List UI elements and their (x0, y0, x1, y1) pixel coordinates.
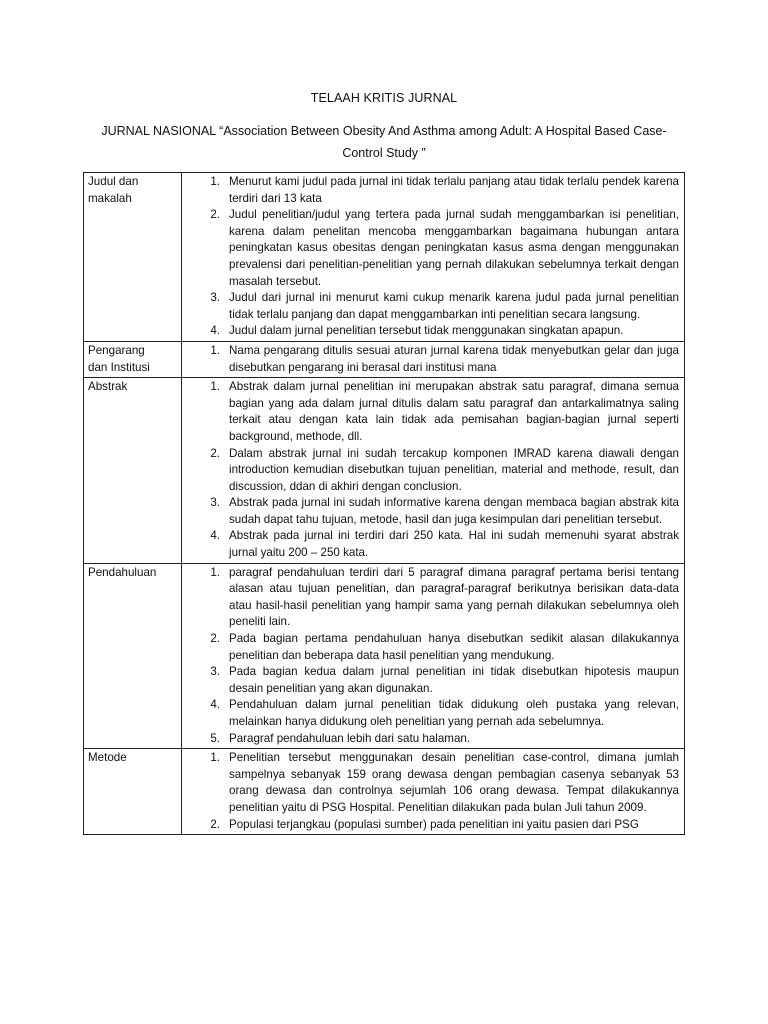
list-item-number: 2. (210, 208, 220, 222)
list-item-number: 4. (210, 529, 220, 543)
section-content-cell (182, 749, 685, 835)
table-row (84, 341, 685, 377)
list-item-text: Judul dari jurnal ini menurut kami cukup menarik karena judul pada jurnal penelitian tidak terlalu panjang dan dapat menggambarkan inti penelitian secara langsung. (229, 291, 679, 321)
table-row (84, 378, 685, 564)
section-label-cell (84, 378, 182, 564)
list-item-text: Pada bagian kedua dalam jurnal penelitian ini tidak disebutkan hipotesis maupun desain penelitian yang akan digunakan. (229, 665, 679, 695)
list-item-text: Pada bagian pertama pendahuluan hanya disebutkan sedikit alasan dilakukannya penelitian dan beberapa data hasil penelitian yang mendukung. (229, 632, 679, 662)
numbered-list (186, 174, 679, 340)
table-row (84, 563, 685, 749)
list-item (186, 731, 679, 748)
section-label-cell (84, 341, 182, 377)
list-item-number: 5. (210, 731, 220, 745)
list-item (186, 528, 679, 561)
list-item (186, 343, 679, 376)
section-label: Pendahuluan (88, 565, 157, 579)
list-item-text: Paragraf pendahuluan lebih dari satu halaman. (229, 731, 471, 745)
list-item-text: Populasi terjangkau (populasi sumber) pada penelitian ini yaitu pasien dari PSG (229, 817, 639, 831)
section-content-cell (182, 563, 685, 749)
section-label-cell (84, 749, 182, 835)
list-item-number: 3. (210, 496, 220, 510)
list-item (186, 664, 679, 697)
list-item (186, 446, 679, 496)
list-item (186, 697, 679, 730)
journal-subtitle: JURNAL NASIONAL “Association Between Obesity And Asthma among Adult: A Hospital Based Case-Control Study ” (101, 124, 667, 160)
list-item (186, 290, 679, 323)
table-row (84, 749, 685, 835)
section-content-cell (182, 173, 685, 342)
list-item-text: Penelitian tersebut menggunakan desain penelitian case-control, dimana jumlah sampelnya sebanyak 159 orang dewasa dengan pembagian casenya sebanyak 53 orang dewasa dan controlnya sejumlah 106 orang dewasa. Tempat dilakukannya penelitian yaitu di PSG Hospital. Penelitian dilakukan pada bulan Juli tahun 2009. (229, 751, 679, 814)
list-item-number: 1. (210, 565, 220, 579)
section-content-cell (182, 378, 685, 564)
list-item-text: Abstrak pada jurnal ini terdiri dari 250 kata. Hal ini sudah memenuhi syarat abstrak jurnal yaitu 200 – 250 kata. (229, 529, 679, 560)
document-title: TELAAH KRITIS JURNAL (310, 91, 458, 105)
list-item-number: 1. (210, 751, 220, 765)
section-label: Metode (88, 751, 127, 765)
numbered-list (186, 379, 679, 562)
list-item-text: paragraf pendahuluan terdiri dari 5 paragraf dimana paragraf pertama berisi tentang alasan atau tujuan penelitian, dan paragraf-paragraf berikutnya berisikan data-data atau hasil-hasil penelitian yang hampir sama yang pernah dilakukan sebelumnya oleh peneliti lain. (229, 565, 679, 629)
section-label-cell (84, 173, 182, 342)
list-item (186, 631, 679, 664)
list-item (186, 207, 679, 290)
section-content-cell (182, 341, 685, 377)
list-item-number: 2. (210, 446, 220, 460)
list-item (186, 174, 679, 207)
list-item-number: 3. (210, 291, 220, 305)
list-item (186, 565, 679, 631)
list-item-number: 2. (210, 817, 220, 831)
list-item-text: Abstrak pada jurnal ini sudah informative karena dengan membaca bagian abstrak kita sudah dapat tahu tujuan, metode, hasil dan juga kesimpulan dari penelitian tersebut. (229, 496, 679, 526)
list-item (186, 750, 679, 816)
numbered-list (186, 565, 679, 748)
list-item (186, 817, 679, 834)
list-item-number: 4. (210, 324, 220, 338)
list-item-text: Judul penelitian/judul yang tertera pada jurnal sudah menggambarkan isi penelitian, karena dalam penelitan mencoba menggambarkan bagaimana hubungan antara peningkatan kasus obesitas dengan peningkatan kasus asma dengan menggunakan prevalensi dari penelitian-penelitian yang pernah dilakukan sebelumnya terkait dengan masalah tersebut. (229, 208, 679, 288)
list-item-number: 1. (210, 175, 220, 188)
list-item-number: 2. (210, 632, 220, 646)
section-label: Judul dan makalah (88, 175, 139, 205)
numbered-list (186, 750, 679, 833)
list-item-number: 3. (210, 665, 220, 679)
section-label-cell (84, 563, 182, 749)
list-item (186, 495, 679, 528)
list-item-text: Menurut kami judul pada jurnal ini tidak terlalu panjang atau tidak terlalu pendek karena terdiri dari 13 kata (229, 175, 679, 205)
section-label: Abstrak (88, 380, 128, 394)
table-row (84, 173, 685, 342)
list-item-text: Abstrak dalam jurnal penelitian ini merupakan abstrak satu paragraf, dimana semua bagian yang ada dalam jurnal ditulis dalam satu paragraf dan antarkalimatnya saling terkait atau dengan kata lain tidak ada pemisahan bagian-bagian jurnal seperti background, methode, dll. (229, 380, 679, 443)
list-item-text: Nama pengarang ditulis sesuai aturan jurnal karena tidak menyebutkan gelar dan juga disebutkan pengarang ini berasal dari institusi mana (229, 343, 679, 374)
list-item-number: 1. (210, 380, 220, 394)
list-item (186, 323, 679, 340)
list-item-number: 4. (210, 698, 220, 712)
list-item-number: 1. (210, 343, 220, 357)
review-table (83, 172, 685, 835)
list-item-text: Pendahuluan dalam jurnal penelitian tidak didukung oleh pustaka yang relevan, melainkan hanya didukung oleh penelitian yang pernah ada sebelumnya. (229, 698, 679, 728)
section-label: Pengarang dan Institusi (88, 343, 150, 374)
numbered-list (186, 343, 679, 376)
list-item-text: Dalam abstrak jurnal ini sudah tercakup komponen IMRAD karena diawali dengan introduction kemudian disebutkan tujuan penelitian, material and methode, result, dan discussion, ddan di akhiri dengan conclusion. (229, 446, 679, 493)
list-item-text: Judul dalam jurnal penelitian tersebut tidak menggunakan singkatan apapun. (229, 324, 624, 338)
list-item (186, 379, 679, 445)
